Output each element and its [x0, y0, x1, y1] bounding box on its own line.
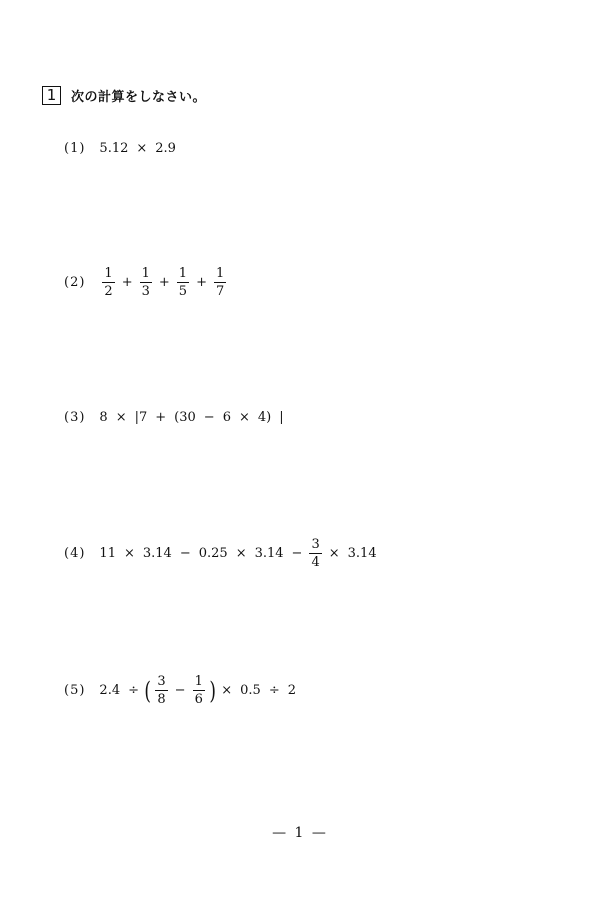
denominator: 7	[215, 284, 225, 299]
denominator: 5	[178, 284, 188, 299]
numerator: 1	[194, 674, 203, 689]
term: 2.4	[99, 683, 121, 698]
fraction	[309, 538, 321, 569]
operator: −	[174, 683, 186, 698]
open-paren: (	[144, 676, 151, 705]
fraction	[214, 267, 226, 298]
term: 3.14	[142, 546, 172, 561]
numerator: 3	[311, 537, 320, 552]
term: |7	[134, 410, 148, 425]
denominator: 8	[157, 692, 166, 707]
operator: −	[203, 410, 215, 425]
denominator: 3	[141, 284, 150, 299]
problem-4	[64, 538, 381, 569]
fraction	[140, 267, 152, 298]
term: 3.14	[254, 546, 284, 561]
problem-5	[64, 675, 300, 706]
term: 0.25	[198, 546, 228, 561]
numerator: 1	[215, 266, 225, 281]
close-paren: )	[209, 676, 216, 705]
operator: ×	[136, 141, 148, 156]
problem-label: (1)	[64, 141, 86, 156]
expression	[99, 141, 180, 156]
problem-label: (2)	[64, 275, 86, 290]
term: 6	[222, 410, 231, 425]
operator: −	[291, 546, 303, 561]
denominator: 6	[194, 692, 203, 707]
problem-3	[64, 410, 288, 425]
term: 2	[287, 683, 297, 698]
operator: ×	[238, 410, 250, 425]
expression	[99, 538, 380, 569]
term: 2.9	[155, 141, 176, 156]
term: 0.5	[240, 683, 261, 698]
problem-label: (4)	[64, 546, 86, 561]
operator: −	[179, 546, 191, 561]
operator: ÷	[128, 683, 140, 698]
operator: +	[196, 275, 207, 290]
operator: ×	[123, 546, 135, 561]
operator: +	[158, 275, 170, 290]
operator: ×	[221, 683, 233, 698]
numerator: 1	[178, 266, 188, 281]
expression	[99, 410, 287, 425]
fraction	[193, 675, 205, 706]
denominator: 4	[311, 555, 320, 570]
fraction	[155, 675, 167, 706]
operator: +	[121, 275, 133, 290]
problem-label: (5)	[64, 683, 86, 698]
operator: ×	[328, 546, 340, 561]
numerator: 1	[141, 266, 150, 281]
question-instruction: 次の計算をしなさい。	[71, 90, 207, 105]
expression	[99, 267, 229, 298]
problem-1	[64, 141, 180, 156]
question-number-box: 1	[42, 86, 61, 105]
problem-label: (3)	[64, 410, 86, 425]
fraction	[102, 267, 114, 298]
operator: ÷	[268, 683, 280, 698]
operator: +	[155, 410, 167, 425]
operator: ×	[235, 546, 247, 561]
numerator: 3	[157, 674, 166, 689]
term: 11	[99, 546, 116, 561]
term: 5.12	[99, 141, 129, 156]
term: 4)	[257, 410, 272, 425]
denominator: 2	[104, 284, 113, 299]
question-heading	[42, 86, 206, 105]
fraction	[177, 267, 189, 298]
operator: ×	[115, 410, 127, 425]
problem-2	[64, 267, 229, 298]
term: 8	[99, 410, 108, 425]
term: (30	[174, 410, 196, 425]
term: 3.14	[347, 546, 377, 561]
numerator: 1	[104, 266, 113, 281]
expression	[99, 675, 300, 706]
term: |	[279, 410, 284, 425]
page-number: — 1 —	[272, 825, 328, 841]
